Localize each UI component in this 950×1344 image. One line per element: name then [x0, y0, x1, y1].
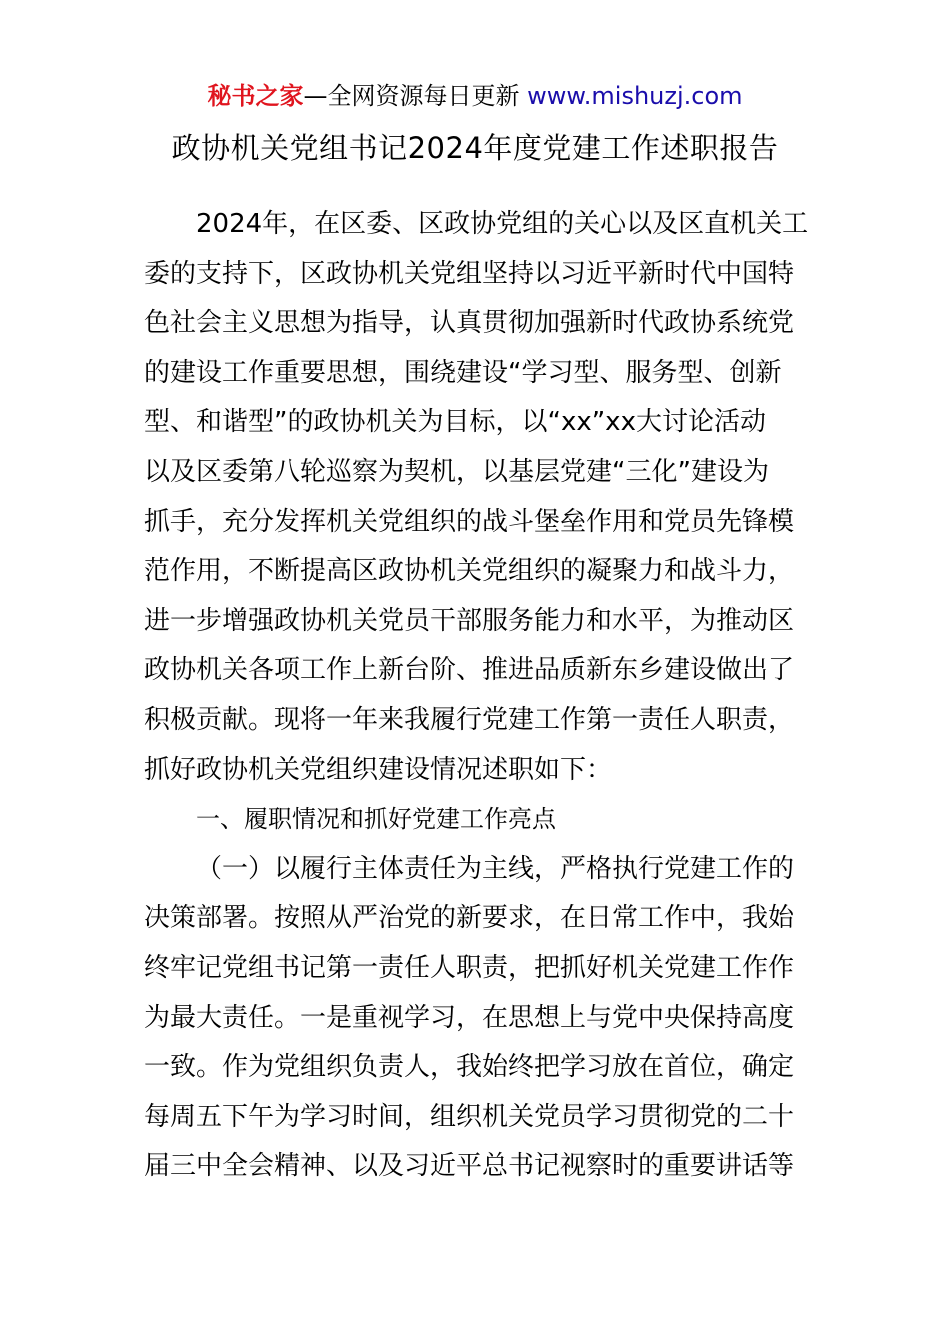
paragraph-line: 抓手，充分发挥机关党组织的战斗堡垒作用和党员先锋模 [144, 506, 795, 537]
site-url-link[interactable]: www.mishuzj.com [527, 82, 743, 110]
paragraph-line: 型、和谐型”的政协机关为目标，以“xx”xx大讨论活动 [144, 407, 766, 438]
paragraph-line: 积极贡献。现将一年来我履行党建工作第一责任人职责， [144, 704, 795, 735]
paragraph-line: 一致。作为党组织负责人，我始终把学习放在首位，确定 [144, 1052, 795, 1083]
paragraph-line: 范作用，不断提高区政协机关党组织的凝聚力和战斗力， [144, 556, 795, 587]
brand-name: 秘书之家 [207, 82, 304, 110]
section-heading: 一、履职情况和抓好党建工作亮点 [196, 805, 556, 834]
paragraph-line: 以及区委第八轮巡察为契机，以基层党建“三化”建设为 [144, 456, 769, 487]
banner-tagline: —全网资源每日更新 [303, 82, 528, 110]
paragraph-line: 色社会主义思想为指导，认真贯彻加强新时代政协系统党 [144, 308, 795, 339]
document-title: 政协机关党组书记2024年度党建工作述职报告 [171, 131, 779, 165]
paragraph-line: 政协机关各项工作上新台阶、推进品质新东乡建设做出了 [144, 655, 795, 686]
site-banner [0, 80, 950, 112]
paragraph-line: （一）以履行主体责任为主线，严格执行党建工作的 [196, 853, 795, 884]
paragraph-line: 委的支持下，区政协机关党组坚持以习近平新时代中国特 [144, 258, 795, 289]
paragraph-line: 抓好政协机关党组织建设情况述职如下： [144, 754, 613, 785]
paragraph-line: 2024年，在区委、区政协党组的关心以及区直机关工 [196, 209, 809, 239]
paragraph-line: 届三中全会精神、以及习近平总书记视察时的重要讲话等 [144, 1151, 795, 1182]
paragraph-line: 的建设工作重要思想，围绕建设“学习型、服务型、创新 [144, 357, 782, 388]
paragraph-line: 决策部署。按照从严治党的新要求，在日常工作中，我始 [144, 903, 795, 934]
paragraph-line: 终牢记党组书记第一责任人职责，把抓好机关党建工作作 [144, 952, 795, 983]
paragraph-line: 进一步增强政协机关党员干部服务能力和水平，为推动区 [144, 605, 795, 636]
paragraph-line: 为最大责任。一是重视学习，在思想上与党中央保持高度 [144, 1002, 795, 1033]
document-body [144, 200, 809, 1192]
paragraph-line: 每周五下午为学习时间，组织机关党员学习贯彻党的二十 [144, 1101, 795, 1132]
